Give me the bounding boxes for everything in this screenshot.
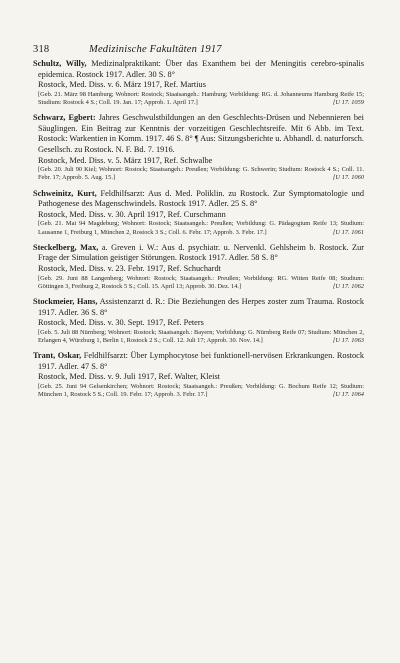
dissertation-entries — [33, 59, 364, 399]
note-text: [Geb. 20. Juli 90 Kiel; Wohnort: Rostock; Staatsangeh.: Preußen; Vorbildung: G. Schwerin; Studium: Rostock 4 S.; Coll. 11. Febr. 17; Approb. 5. Aug. 15.] — [38, 166, 364, 182]
running-head — [33, 44, 364, 55]
entry-title: Assistenzarzt d. R.: Die Beziehungen des Herpes zoster zum Trauma. Rostock 1917. Adler. 36 S. 8° — [38, 296, 364, 317]
biographical-note — [33, 166, 364, 182]
dissertation-reference: Rostock, Med. Diss. v. 9. Juli 1917, Ref. Walter, Kleist — [38, 372, 220, 382]
author-name: Schwarz, Egbert: — [33, 113, 96, 123]
entry-heading — [33, 189, 364, 210]
entry-title: Feldhilfsarzt: Aus d. Med. Poliklin. zu Rostock. Zur Symptomatologie und Pathogenese des Magenschwindels. Rostock 1917. Adler. 25 S. 8° — [38, 188, 365, 209]
catalog-number: [U 17. 1061 — [332, 228, 364, 236]
catalog-number: [U 17. 1060 — [332, 174, 364, 182]
biographical-note — [33, 91, 364, 107]
entry-heading — [33, 297, 364, 318]
note-text: [Geb. 21. Mai 94 Magdeburg; Wohnort: Rostock; Staatsangeh.: Preußen; Vorbildung: G. Pädagogium Reife 13; Studium: Lausanne 1, Freiburg 1, München 2, Rostock 3 S.; Coll. 6. Febr. 17; Approb. 3. Febr. 17.] — [38, 220, 364, 236]
entry-heading — [33, 113, 364, 155]
author-name: Schultz, Willy, — [33, 59, 87, 68]
catalog-number: [U 17. 1059 — [332, 98, 364, 106]
author-name: Stockmeier, Hans, — [33, 296, 98, 306]
note-text: [Geb. 5. Juli 88 Nürnberg; Wohnort: Rostock; Staatsangeh.: Bayern; Vorbildung: G. Nürnberg Reife 07; Studium: München 2, Erlangen 4, Würzburg 1, Berlin 1, Rostock 2 S.; Coll. 12. Juli 17; Approb. 30. Nov. 14.] — [38, 328, 364, 344]
dissertation-reference: Rostock, Med. Diss. v. 5. März 1917, Ref. Schwalbe — [38, 155, 213, 165]
entry-heading — [33, 243, 364, 264]
biographical-note — [33, 329, 364, 345]
catalog-number: [U 17. 1064 — [332, 391, 364, 399]
author-name: Schweinitz, Kurt, — [33, 188, 97, 198]
dissertation-entry — [33, 113, 364, 182]
biographical-note — [33, 383, 364, 399]
entry-title: Feldhilfsarzt: Über Lymphocytose bei funktionell-nervösen Erkrankungen. Rostock 1917. Adler. 47 S. 8° — [38, 351, 365, 371]
dissertation-reference: Rostock, Med. Diss. v. 23. Febr. 1917, Ref. Schuchardt — [38, 263, 221, 273]
dissertation-reference: Rostock, Med. Diss. v. 30. Sept. 1917, Ref. Peters — [38, 318, 204, 328]
note-text: [Geb. 21. März 98 Hamburg; Wohnort: Rostock; Staatsangeh.: Hamburg; Vorbildung: RG. d. Johanneums Hamburg Reife 15; Studium: Rostock 4 S.; Coll. 19. Jan. 17; Approb. 1. April 17.] — [38, 90, 364, 106]
dissertation-reference: Rostock, Med. Diss. v. 30. April 1917, Ref. Curschmann — [38, 209, 226, 219]
catalog-number: [U 17. 1062 — [332, 282, 364, 290]
entry-title: Jahres Geschwulstbildungen an den Geschlechts-Drüsen und Nebennieren bei Säuglingen. Ein Beitrag zur Kenntnis der vorzeitigen Geschlechtsreife. Mit 6 Abb. im Text. Rostock: Warkentien in Komm. 1917. 46 S. 8° ¶ Aus: Sitzungsberichte u. Abhandl. d. naturforsch. Gesellsch. zu Rostock. N. F. Bd. 7. 1916. — [38, 113, 364, 154]
running-head-title: Medizinische Fakultäten 1917 — [89, 44, 222, 55]
author-name: Steckelberg, Max, — [33, 242, 99, 252]
author-name: Trant, Oskar, — [33, 351, 82, 361]
entry-heading — [33, 351, 364, 372]
note-text: [Geb. 25. Juni 94 Gelsenkirchen; Wohnort: Rostock; Staatsangeh.: Preußen; Vorbildung: G. Bochum Reife 12; Studium: München 1, Rostock 5 S.; Coll. 19. Febr. 17; Approb. 3. Febr. 17.] — [38, 382, 364, 399]
dissertation-reference: Rostock, Med. Diss. v. 6. März 1917, Ref. Martius — [38, 80, 206, 90]
catalog-number: [U 17. 1063 — [332, 336, 364, 344]
entry-title: Medizinalpraktikant: Über das Exanthem bei der Meningitis cerebro-spinalis epidemica. Rostock 1917. Adler. 30 S. 8° — [38, 59, 364, 79]
entry-heading — [33, 59, 364, 80]
dissertation-entry — [33, 243, 364, 291]
dissertation-entry — [33, 297, 364, 345]
dissertation-entry — [33, 351, 364, 399]
note-text: [Geb. 29. Juni 88 Langenberg; Wohnort: Rostock; Staatsangeh.: Preußen; Vorbildung: RG. Witten Reife 08; Studium: Göttingen 3, Freiburg 2, Rostock 5 S.; Coll. 15. April 13; Approb. 30. Dez. 14.] — [38, 274, 364, 290]
biographical-note — [33, 275, 364, 291]
dissertation-entry — [33, 189, 364, 237]
biographical-note — [33, 220, 364, 236]
page-number: 318 — [33, 44, 50, 55]
entry-title: a. Greven i. W.: Aus d. psychiatr. u. Nervenkl. Gehlsheim b. Rostock. Zur Frage der Simulation geistiger Störungen. Rostock 1917. Adler. 58 S. 8° — [38, 242, 364, 263]
dissertation-entry — [33, 59, 364, 107]
